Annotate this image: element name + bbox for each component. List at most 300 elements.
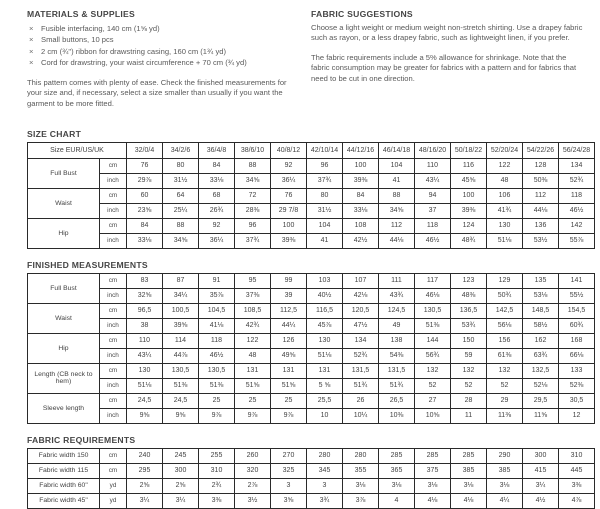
value-cell: 4 [379, 493, 415, 508]
value-cell: 150 [451, 333, 487, 348]
value-cell: 130,5 [199, 363, 235, 378]
value-cell: 114 [163, 333, 199, 348]
measurement-row-cm [28, 273, 595, 288]
value-cell: 41 [307, 233, 343, 248]
value-cell: 124,5 [379, 303, 415, 318]
value-cell: 50⅜ [523, 173, 559, 188]
size-header-row [28, 142, 595, 158]
value-cell: 46½ [559, 203, 595, 218]
fabric-suggestions-section [311, 9, 587, 118]
row-label: Length (CB neck to hem) [28, 363, 100, 393]
value-cell: 25 [271, 393, 307, 408]
value-cell: 142,5 [487, 303, 523, 318]
value-cell: 10⅜ [379, 408, 415, 423]
value-cell: 56¾ [415, 348, 451, 363]
value-cell: 290 [487, 448, 523, 463]
value-cell: 138 [379, 333, 415, 348]
value-cell: 9⅞ [271, 408, 307, 423]
value-cell: 46½ [415, 233, 451, 248]
value-cell: 39⅜ [271, 233, 307, 248]
value-cell: 49⅝ [271, 348, 307, 363]
measurement-row-cm [28, 333, 595, 348]
size-header-cell: 34/2/6 [163, 142, 199, 158]
value-cell: 142 [559, 218, 595, 233]
value-cell: 41⅛ [199, 318, 235, 333]
value-cell: 34¼ [163, 288, 199, 303]
value-cell: 34⅝ [235, 173, 271, 188]
fabric-requirement-row [28, 463, 595, 478]
value-cell: 25¼ [163, 203, 199, 218]
row-unit: inch [100, 288, 127, 303]
value-cell: 44¼ [271, 318, 307, 333]
value-cell: 26,5 [379, 393, 415, 408]
value-cell: 25 [199, 393, 235, 408]
value-cell: 112,5 [271, 303, 307, 318]
value-cell: 141 [559, 273, 595, 288]
value-cell: 445 [559, 463, 595, 478]
row-label: Waist [28, 303, 100, 333]
value-cell: 68 [199, 188, 235, 203]
measurement-row-cm [28, 363, 595, 378]
materials-list [27, 23, 295, 69]
value-cell: 41¾ [487, 203, 523, 218]
measurement-row-inch [28, 378, 595, 393]
row-unit: inch [100, 348, 127, 363]
value-cell: 162 [523, 333, 559, 348]
value-cell: 39⅝ [163, 318, 199, 333]
row-unit: inch [100, 173, 127, 188]
row-label: Fabric width 150 [28, 448, 100, 463]
value-cell: 11⅝ [523, 408, 559, 423]
value-cell: 36¼ [199, 233, 235, 248]
value-cell: 130,5 [415, 303, 451, 318]
value-cell: 60 [127, 188, 163, 203]
value-cell: 83 [127, 273, 163, 288]
row-label: Waist [28, 188, 100, 218]
value-cell: 24,5 [163, 393, 199, 408]
value-cell: 63¾ [523, 348, 559, 363]
row-label: Full Bust [28, 158, 100, 188]
row-unit: cm [100, 218, 127, 233]
value-cell: 131 [271, 363, 307, 378]
value-cell: 3 [307, 478, 343, 493]
x-bullet-icon: × [29, 24, 34, 33]
value-cell: 107 [343, 273, 379, 288]
value-cell: 72 [235, 188, 271, 203]
row-unit: cm [100, 393, 127, 408]
fabric-suggestions-paragraph-1: Choose a light weight or medium weight non-stretch shirting. Use a drapey fabric such as rayon, or a less drapey fabric, such as lightweight linen, if you prefer. [311, 23, 583, 43]
measurement-row-cm [28, 218, 595, 233]
value-cell: 123 [451, 273, 487, 288]
value-cell: 131 [235, 363, 271, 378]
value-cell: 240 [127, 448, 163, 463]
size-header-cell: 50/18/22 [451, 142, 487, 158]
materials-item-text: Fusible interfacing, 140 cm (1⅝ yd) [41, 24, 160, 33]
value-cell: 96,5 [127, 303, 163, 318]
value-cell: 29 [487, 393, 523, 408]
value-cell: 3½ [235, 493, 271, 508]
value-cell: 29⅞ [127, 173, 163, 188]
value-cell: 52⅜ [559, 378, 595, 393]
value-cell: 55½ [559, 288, 595, 303]
measurement-row-cm [28, 393, 595, 408]
value-cell: 28 [451, 393, 487, 408]
row-unit: inch [100, 378, 127, 393]
materials-item-text: 2 cm (¾") ribbon for drawstring casing, 160 cm (1¾ yd) [41, 46, 227, 56]
value-cell: 2⅝ [127, 478, 163, 493]
value-cell: 35⅞ [199, 288, 235, 303]
value-cell: 48⅜ [451, 288, 487, 303]
value-cell: 130,5 [163, 363, 199, 378]
value-cell: 3⅛ [415, 478, 451, 493]
materials-heading: MATERIALS & SUPPLIES [27, 9, 135, 19]
value-cell: 3⅜ [199, 493, 235, 508]
value-cell: 156 [487, 333, 523, 348]
value-cell: 25,5 [307, 393, 343, 408]
value-cell: 43¾ [379, 288, 415, 303]
value-cell: 58½ [523, 318, 559, 333]
value-cell: 108,5 [235, 303, 271, 318]
value-cell: 120,5 [343, 303, 379, 318]
value-cell: 39⅜ [343, 173, 379, 188]
value-cell: 80 [163, 158, 199, 173]
value-cell: 5 ⅝ [307, 378, 343, 393]
size-header-cell: 56/24/28 [559, 142, 595, 158]
size-header-cell: 48/16/20 [415, 142, 451, 158]
value-cell: 104 [379, 158, 415, 173]
value-cell: 130 [307, 333, 343, 348]
row-label: Fabric width 115 [28, 463, 100, 478]
value-cell: 144 [415, 333, 451, 348]
value-cell: 100 [271, 218, 307, 233]
value-cell: 112 [379, 218, 415, 233]
value-cell: 95 [235, 273, 271, 288]
value-cell: 270 [271, 448, 307, 463]
value-cell: 4⅛ [415, 493, 451, 508]
value-cell: 3⅛ [451, 478, 487, 493]
value-cell: 84 [127, 218, 163, 233]
value-cell: 100 [343, 158, 379, 173]
value-cell: 99 [271, 273, 307, 288]
value-cell: 355 [343, 463, 379, 478]
value-cell: 124 [451, 218, 487, 233]
value-cell: 54⅜ [379, 348, 415, 363]
measurement-row-inch [28, 233, 595, 248]
value-cell: 50¾ [487, 288, 523, 303]
value-cell: 51¾ [343, 378, 379, 393]
value-cell: 111 [379, 273, 415, 288]
value-cell: 43¼ [415, 173, 451, 188]
value-cell: 132 [451, 363, 487, 378]
value-cell: 2⅝ [163, 478, 199, 493]
value-cell: 33⅛ [127, 233, 163, 248]
value-cell: 91 [199, 273, 235, 288]
value-cell: 131 [307, 363, 343, 378]
value-cell: 44⅛ [379, 233, 415, 248]
materials-item-text: Small buttons, 10 pcs [41, 35, 114, 45]
value-cell: 280 [343, 448, 379, 463]
row-unit: cm [100, 158, 127, 173]
value-cell: 84 [343, 188, 379, 203]
value-cell: 61⅜ [487, 348, 523, 363]
value-cell: 112 [523, 188, 559, 203]
value-cell: 320 [235, 463, 271, 478]
value-cell: 66⅛ [559, 348, 595, 363]
value-cell: 3⅜ [559, 478, 595, 493]
value-cell: 255 [199, 448, 235, 463]
value-cell: 3⅝ [271, 493, 307, 508]
size-header-cell: 46/14/18 [379, 142, 415, 158]
value-cell: 34⅝ [163, 233, 199, 248]
value-cell: 130 [127, 363, 163, 378]
top-text-section [27, 9, 595, 118]
value-cell: 100,5 [163, 303, 199, 318]
value-cell: 32⅝ [127, 288, 163, 303]
value-cell: 3⅛ [343, 478, 379, 493]
measurement-row-cm [28, 303, 595, 318]
value-cell: 4¼ [487, 493, 523, 508]
value-cell: 131,5 [379, 363, 415, 378]
value-cell: 245 [163, 448, 199, 463]
materials-section [27, 9, 295, 118]
value-cell: 80 [307, 188, 343, 203]
fabric-requirement-row [28, 493, 595, 508]
value-cell: 9⅝ [163, 408, 199, 423]
size-header-cell: 32/0/4 [127, 142, 163, 158]
row-unit: cm [100, 363, 127, 378]
value-cell: 36¼ [271, 173, 307, 188]
value-cell: 148,5 [523, 303, 559, 318]
value-cell: 52⅛ [523, 378, 559, 393]
value-cell: 100 [451, 188, 487, 203]
row-label: Fabric width 45" [28, 493, 100, 508]
materials-list-item [27, 23, 295, 34]
measurement-row-inch [28, 173, 595, 188]
value-cell: 135 [523, 273, 559, 288]
value-cell: 53¾ [451, 318, 487, 333]
measurement-row-inch [28, 288, 595, 303]
size-header-cell: 40/8/12 [271, 142, 307, 158]
value-cell: 116,5 [307, 303, 343, 318]
value-cell: 51⅛ [487, 233, 523, 248]
value-cell: 52 [451, 378, 487, 393]
value-cell: 59 [451, 348, 487, 363]
value-cell: 37¾ [307, 173, 343, 188]
value-cell: 415 [523, 463, 559, 478]
value-cell: 94 [415, 188, 451, 203]
row-label: Sleeve length [28, 393, 100, 423]
row-unit: inch [100, 408, 127, 423]
value-cell: 3¼ [127, 493, 163, 508]
fabric-requirement-row [28, 448, 595, 463]
value-cell: 55⅞ [559, 233, 595, 248]
value-cell: 3¼ [523, 478, 559, 493]
value-cell: 134 [559, 158, 595, 173]
measurement-row-cm [28, 188, 595, 203]
size-header-cell: 44/12/16 [343, 142, 379, 158]
size-chart-table [27, 142, 595, 249]
value-cell: 126 [271, 333, 307, 348]
measurement-row-cm [28, 158, 595, 173]
materials-list-item [27, 57, 295, 68]
value-cell: 130 [487, 218, 523, 233]
value-cell: 40½ [307, 288, 343, 303]
value-cell: 37 [415, 203, 451, 218]
value-cell: 96 [235, 218, 271, 233]
value-cell: 260 [235, 448, 271, 463]
value-cell: 285 [379, 448, 415, 463]
value-cell: 12 [559, 408, 595, 423]
x-bullet-icon: × [29, 35, 34, 45]
value-cell: 385 [487, 463, 523, 478]
value-cell: 131,5 [343, 363, 379, 378]
value-cell: 132 [487, 363, 523, 378]
size-header-label: Size EUR/US/UK [28, 142, 127, 158]
value-cell: 51⅜ [415, 318, 451, 333]
value-cell: 2¾ [199, 478, 235, 493]
size-header-cell: 42/10/14 [307, 142, 343, 158]
value-cell: 51⅝ [235, 378, 271, 393]
value-cell: 87 [163, 273, 199, 288]
value-cell: 118 [559, 188, 595, 203]
value-cell: 104 [307, 218, 343, 233]
value-cell: 64 [163, 188, 199, 203]
row-unit: inch [100, 203, 127, 218]
value-cell: 53½ [523, 233, 559, 248]
value-cell: 41 [379, 173, 415, 188]
row-label: Fabric width 60" [28, 478, 100, 493]
value-cell: 285 [451, 448, 487, 463]
value-cell: 118 [199, 333, 235, 348]
value-cell: 122 [487, 158, 523, 173]
value-cell: 300 [523, 448, 559, 463]
value-cell: 4⅞ [559, 493, 595, 508]
value-cell: 295 [127, 463, 163, 478]
value-cell: 118 [415, 218, 451, 233]
fabric-requirements-table [27, 448, 595, 509]
value-cell: 26¾ [199, 203, 235, 218]
value-cell: 27 [415, 393, 451, 408]
value-cell: 9⅞ [199, 408, 235, 423]
value-cell: 51⅛ [307, 348, 343, 363]
value-cell: 122 [235, 333, 271, 348]
row-unit: cm [100, 333, 127, 348]
row-unit: cm [100, 273, 127, 288]
ease-note: This pattern comes with plenty of ease. Check the finished measurements for your size and, if necessary, select a size smaller than usually if you want the garment to be more fitted. [27, 77, 287, 108]
size-header-cell: 52/20/24 [487, 142, 523, 158]
value-cell: 285 [415, 448, 451, 463]
measurement-row-inch [28, 318, 595, 333]
value-cell: 128 [523, 158, 559, 173]
row-unit: inch [100, 318, 127, 333]
value-cell: 51⅜ [199, 378, 235, 393]
value-cell: 52 [415, 378, 451, 393]
value-cell: 76 [127, 158, 163, 173]
value-cell: 26 [343, 393, 379, 408]
value-cell: 25 [235, 393, 271, 408]
value-cell: 60¾ [559, 318, 595, 333]
value-cell: 37⅜ [235, 288, 271, 303]
row-unit: cm [100, 448, 127, 463]
materials-list-item [27, 46, 295, 57]
value-cell: 33⅛ [199, 173, 235, 188]
row-unit: cm [100, 188, 127, 203]
row-label: Full Bust [28, 273, 100, 303]
value-cell: 84 [199, 158, 235, 173]
value-cell: 29 7/8 [271, 203, 307, 218]
value-cell: 134 [343, 333, 379, 348]
value-cell: 34⅝ [379, 203, 415, 218]
fabric-requirements-heading: FABRIC REQUIREMENTS [27, 434, 136, 445]
value-cell: 51⅛ [127, 378, 163, 393]
value-cell: 168 [559, 333, 595, 348]
value-cell: 43¼ [127, 348, 163, 363]
value-cell: 103 [307, 273, 343, 288]
value-cell: 9⅝ [127, 408, 163, 423]
value-cell: 10 [307, 408, 343, 423]
value-cell: 53⅛ [523, 288, 559, 303]
value-cell: 48¾ [451, 233, 487, 248]
value-cell: 108 [343, 218, 379, 233]
measurement-row-inch [28, 408, 595, 423]
value-cell: 3⅛ [379, 478, 415, 493]
value-cell: 110 [127, 333, 163, 348]
value-cell: 117 [415, 273, 451, 288]
row-unit: cm [100, 303, 127, 318]
value-cell: 37¾ [235, 233, 271, 248]
value-cell: 154,5 [559, 303, 595, 318]
value-cell: 44⅛ [523, 203, 559, 218]
value-cell: 28⅜ [235, 203, 271, 218]
value-cell: 106 [487, 188, 523, 203]
value-cell: 88 [163, 218, 199, 233]
value-cell: 56⅛ [487, 318, 523, 333]
value-cell: 11⅜ [487, 408, 523, 423]
row-label: Hip [28, 218, 100, 248]
value-cell: 116 [451, 158, 487, 173]
value-cell: 48 [487, 173, 523, 188]
value-cell: 4⅛ [451, 493, 487, 508]
value-cell: 44⅞ [163, 348, 199, 363]
size-chart-heading: SIZE CHART [27, 128, 82, 139]
value-cell: 52¾ [343, 348, 379, 363]
value-cell: 132,5 [523, 363, 559, 378]
size-header-cell: 36/4/8 [199, 142, 235, 158]
value-cell: 42¾ [235, 318, 271, 333]
value-cell: 92 [271, 158, 307, 173]
value-cell: 133 [559, 363, 595, 378]
fabric-suggestions-paragraph-2: The fabric requirements include a 5% allowance for shrinkage. Note that the fabric consumption may be greater for fabrics with a pattern and for fabrics that need to be cut in one direction. [311, 52, 577, 83]
value-cell: 38 [127, 318, 163, 333]
value-cell: 51⅝ [271, 378, 307, 393]
value-cell: 2⅞ [235, 478, 271, 493]
value-cell: 51⅜ [163, 378, 199, 393]
value-cell: 46⅛ [415, 288, 451, 303]
value-cell: 110 [415, 158, 451, 173]
value-cell: 51¾ [379, 378, 415, 393]
row-label: Hip [28, 333, 100, 363]
value-cell: 136 [523, 218, 559, 233]
value-cell: 385 [451, 463, 487, 478]
value-cell: 52 [487, 378, 523, 393]
value-cell: 310 [559, 448, 595, 463]
row-unit: yd [100, 493, 127, 508]
row-unit: cm [100, 463, 127, 478]
finished-measurements-table [27, 273, 595, 424]
fabric-suggestions-heading: FABRIC SUGGESTIONS [311, 9, 413, 19]
value-cell: 96 [307, 158, 343, 173]
size-header-cell: 54/22/26 [523, 142, 559, 158]
